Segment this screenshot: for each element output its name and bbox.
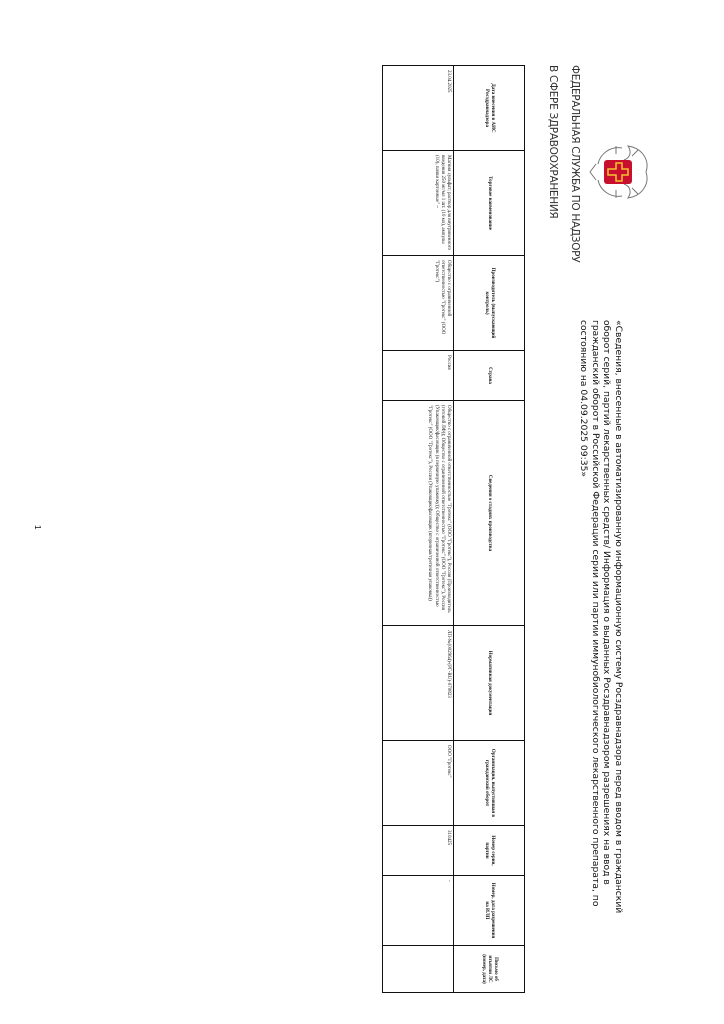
cell-permit: - xyxy=(383,876,454,946)
page-number: 1 xyxy=(33,525,42,530)
cell-trade-name: Магния сульфат; раствор для внутривенного введения 250 мг/мл 1 шт. (10 мл), ампулы (10), пачки картонные" ~ xyxy=(383,151,454,256)
cell-date: 23.04.2025 xyxy=(383,66,454,151)
header-withdrawal-letter: Письмо об изъятии ЛС (номер, дата) xyxy=(454,946,525,993)
table-header-row xyxy=(454,66,525,993)
cell-organization: ООО "Гротекс" xyxy=(383,741,454,826)
cell-production-stages: Общество с ограниченной ответственностью "Гротекс" (ООО "Гротекс"), Россия (Производитель (готовой ЛФ)); Общество с ограниченной ответственностью "Гротекс" (ООО "Гротекс"), Россия (Упаковщик/фасовщик (в первичную упаковку)); Общество с ограниченной ответственностью "Гротекс" (ООО "Гротекс"), Россия (Упаковщик/фасовщик (вторичная/третичная упаковка)) xyxy=(383,401,454,626)
header-normative-doc: Нормативная документация xyxy=(454,626,525,741)
header-permit: Номер, дата разрешения на ИЛП xyxy=(454,876,525,946)
cell-manufacturer: Общество с ограниченной ответственностью "Гротекс" (ООО "Гротекс") xyxy=(383,256,454,351)
header-production-stages: Сведения о стадиях производства xyxy=(454,401,525,626)
header-batch-number: Номер серии, партии xyxy=(454,826,525,876)
header-date: Дата внесения в АИС Росздравнадзора xyxy=(454,66,525,151)
cell-withdrawal-letter xyxy=(383,946,454,993)
cell-batch-number: 310425 xyxy=(383,826,454,876)
document-title: «Сведения, внесенные в автоматизированную информационную систему Росздравнадзора перед вводом в гражданский оборот серий, партий лекарственных средств/ Информация о выданных Росздравнадзором разрешениях на ввод в гражданский оборот в Российской Федерации серии или партии иммунобиологического лекарственного препарата, по состоянию на 04.09.2025 09:35» xyxy=(578,320,624,914)
cell-normative-doc: ЛП-№(002964)-(РГ-RU)-070823 xyxy=(383,626,454,741)
header-country: Страна xyxy=(454,351,525,401)
agency-name xyxy=(542,65,586,275)
header-trade-name: Торговое наименование xyxy=(454,151,525,256)
emblem-logo-icon xyxy=(588,142,652,202)
table-row xyxy=(383,66,454,993)
agency-line-2: В СФЕРЕ ЗДРАВООХРАНЕНИЯ xyxy=(547,65,559,219)
agency-line-1: ФЕДЕРАЛЬНАЯ СЛУЖБА ПО НАДЗОРУ xyxy=(569,65,581,263)
cell-country: Россия xyxy=(383,351,454,401)
header-organization: Организация, выпустившая в гражданский оборот xyxy=(454,741,525,826)
batches-table xyxy=(382,65,525,993)
header-manufacturer: Производитель (выпускающий контроль) xyxy=(454,256,525,351)
